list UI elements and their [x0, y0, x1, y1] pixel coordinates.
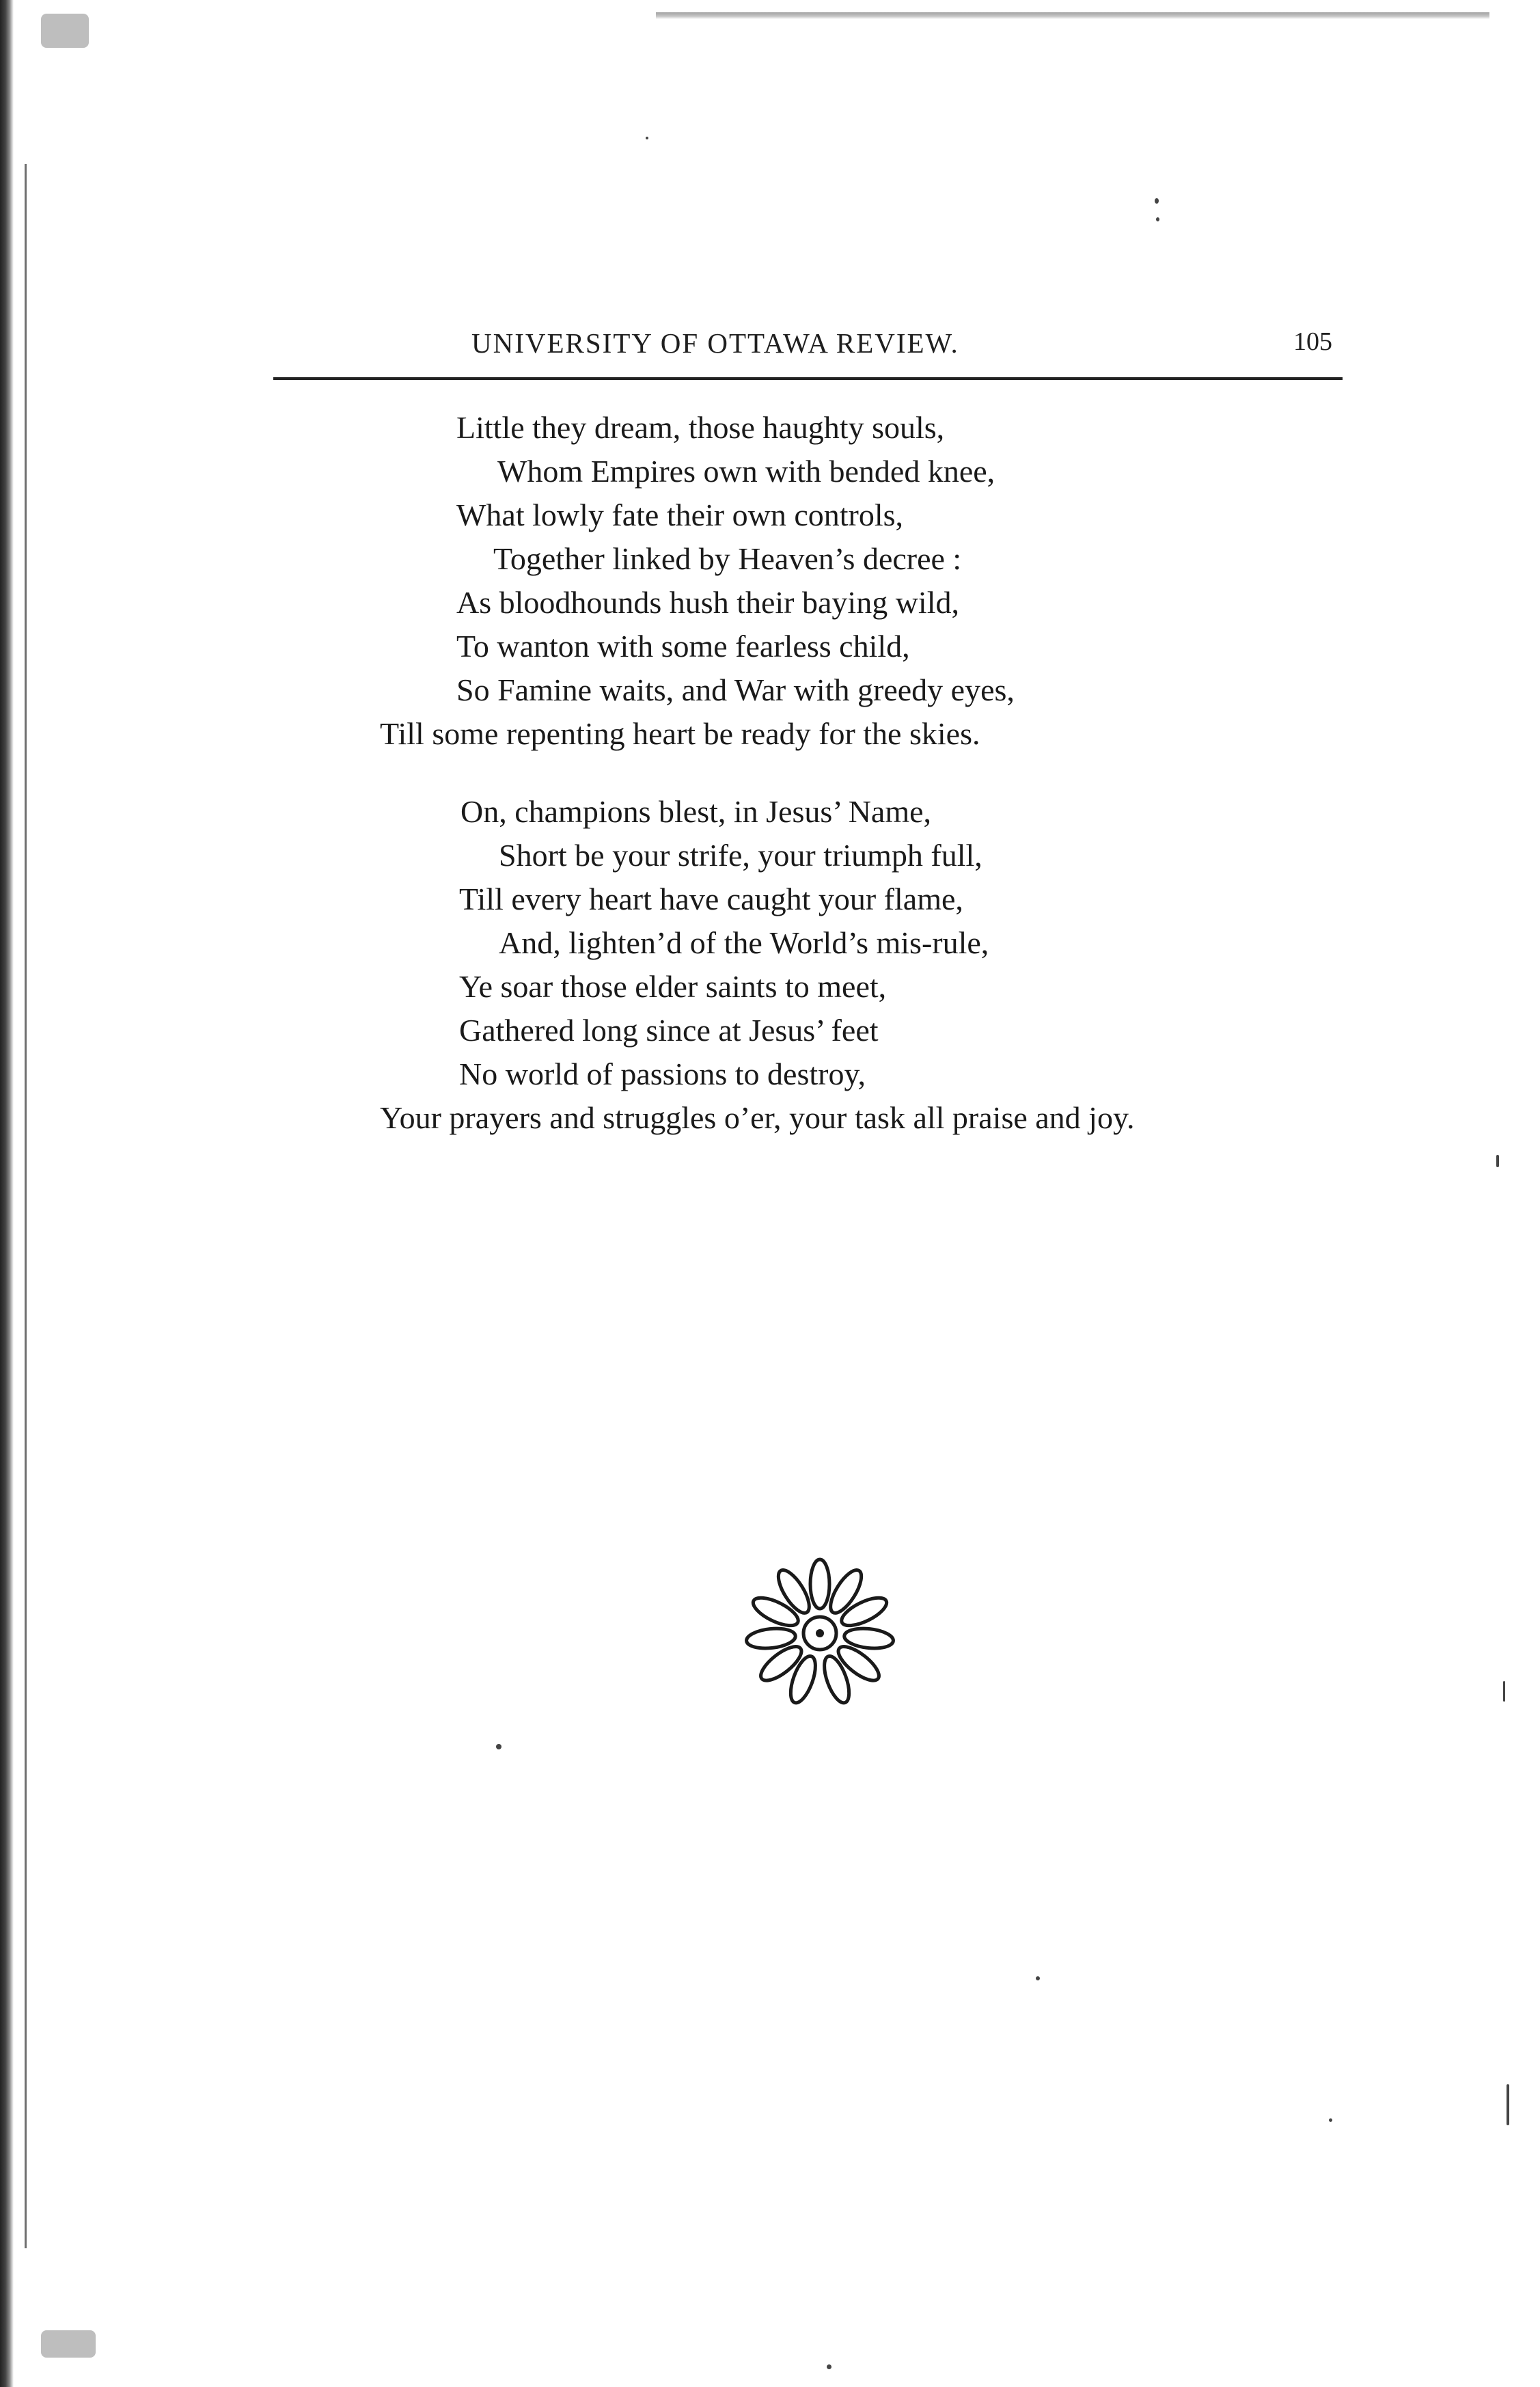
verse-line: On, champions blest, in Jesus’ Name,: [460, 794, 932, 829]
verse-line: As bloodhounds hush their baying wild,: [456, 585, 959, 620]
scan-speck: [1496, 1155, 1499, 1167]
scan-speck: [1329, 2118, 1332, 2122]
running-head: [273, 327, 1339, 368]
scan-binding-edge: [0, 0, 14, 2387]
scan-speck: [1503, 1681, 1505, 1702]
page-number: 105: [1293, 327, 1332, 356]
verse-line: What lowly fate their own controls,: [456, 497, 904, 532]
scan-speck: [1155, 198, 1159, 204]
verse-line: And, lighten’d of the World’s mis-rule,: [499, 925, 989, 960]
scan-binding-line: [25, 164, 27, 2248]
scan-speck: [1156, 217, 1159, 221]
verse-line: Whom Empires own with bended knee,: [497, 454, 995, 489]
scan-speck: [1036, 1976, 1040, 1980]
verse-line: No world of passions to destroy,: [459, 1056, 866, 1091]
verse-line: Till some repenting heart be ready for the skies.: [380, 716, 980, 751]
scan-top-streak: [656, 12, 1489, 19]
verse-line: Little they dream, those haughty souls,: [456, 410, 945, 445]
header-rule: [273, 377, 1343, 380]
scan-speck: [41, 2330, 96, 2358]
scan-speck: [1507, 2084, 1509, 2125]
verse-line: Short be your strife, your triumph full,: [499, 838, 982, 873]
daisy-flower-icon: [745, 1548, 895, 1719]
verse-line: To wanton with some fearless child,: [456, 629, 910, 664]
verse-line: Till every heart have caught your flame,: [459, 882, 963, 916]
scan-speck: [496, 1744, 501, 1749]
scan-speck: [827, 2364, 831, 2369]
verse-line: Your prayers and struggles o’er, your task all praise and joy.: [380, 1100, 1135, 1135]
verse-line: Together linked by Heaven’s decree :: [493, 541, 962, 576]
verse-line: Gathered long since at Jesus’ feet: [459, 1013, 879, 1048]
journal-title: UNIVERSITY OF OTTAWA REVIEW.: [471, 327, 959, 359]
verse-line: So Famine waits, and War with greedy eyes,: [456, 672, 1015, 707]
scan-speck: [646, 137, 648, 139]
scan-speck: [41, 14, 89, 48]
verse-line: Ye soar those elder saints to meet,: [459, 969, 887, 1004]
